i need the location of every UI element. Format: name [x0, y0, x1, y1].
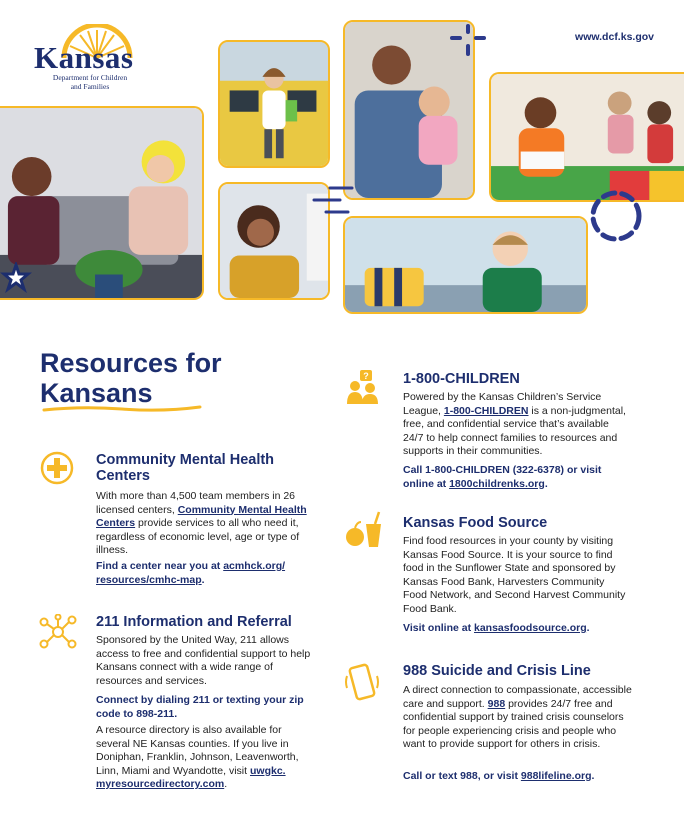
children-cta-text: Call 1-800-CHILDREN (322-6378) or visit online at — [403, 464, 602, 490]
food-cta-text: Visit online at — [403, 622, 474, 634]
children-site-link[interactable]: 1800childrenks.org — [449, 477, 545, 490]
crisis-body-text-end: provides 24/7 free and confidential support by trained crisis counselors for people experiencing crisis and people who want to provide support for others in crisis. — [403, 697, 624, 750]
crisis-site-link[interactable]: 988lifeline.org — [520, 770, 592, 782]
info211-directory — [96, 724, 311, 792]
website-url[interactable]: www.dcf.ks.gov — [575, 31, 654, 43]
cmhc-body-text: With more than 4,500 team members in 26 licensed centers, — [96, 490, 296, 516]
children-body — [403, 391, 628, 459]
info211-body: Sponsored by the United Way, 211 allows access to free and confidential support to help Kansans connect with a wide range of resources and services. — [96, 634, 311, 687]
children-body-text: Powered by the Kansas Children’s Service League, — [403, 391, 602, 417]
photo-girl-school-bus — [218, 40, 330, 168]
dashes-icon — [310, 182, 356, 220]
logo-subtitle-line2: and Families — [70, 82, 110, 91]
children-title: 1-800-CHILDREN — [403, 371, 520, 387]
children-body-text-end: is a non-judgmental, free, and confidential service that’s available 24/7 to help connect families to resources and supports in their communities. — [403, 404, 626, 457]
logo-subtitle-line1: Department for Children — [52, 73, 128, 82]
title-underline-squiggle — [42, 404, 202, 414]
phone-icon — [344, 662, 380, 702]
crisis-title: 988 Suicide and Crisis Line — [403, 663, 591, 679]
photo-classroom-boy-reading — [489, 72, 684, 202]
cmhc-cta — [96, 560, 296, 587]
help-desk-icon — [346, 370, 378, 406]
children-cta — [403, 464, 633, 491]
uwgkc-link[interactable]: uwgkc. myresourcedirectory.com — [96, 764, 286, 790]
cmhc-title-line2: Centers — [96, 468, 150, 484]
page-title-line2: Kansans — [40, 378, 153, 408]
food-body: Find food resources in your county by visiting Kansas Food Source. It is your source to find food in the Sunflower State and sponsored by Kansas Food Bank, Harvesters Community Food Network, and Second Harvest Community Food Bank. — [403, 535, 626, 615]
page-title — [40, 348, 222, 408]
crisis-body — [403, 684, 633, 752]
svg-text:?: ? — [363, 371, 369, 381]
food-title: Kansas Food Source — [403, 515, 548, 531]
info211-cta: Connect by dialing 211 or texting your zip code to 898-211. — [96, 694, 304, 720]
food-cta — [403, 622, 633, 636]
network-icon — [38, 614, 78, 650]
logo-wordmark: Kansas — [34, 40, 134, 75]
crisis-cta-text: Call or text 988, or visit — [403, 770, 521, 782]
sparkle-dash-icon — [448, 24, 488, 58]
food-cta-end: . — [586, 622, 590, 634]
photo-boy-lunch — [343, 216, 588, 314]
crisis-988-link[interactable]: 988 — [487, 697, 506, 710]
cmhc-body — [96, 490, 311, 558]
food-icon — [344, 510, 384, 550]
cmhc-title-line1: Community Mental Health — [96, 452, 275, 468]
children-cta-end: . — [544, 477, 548, 490]
food-site-link[interactable]: kansasfoodsource.org — [474, 622, 587, 634]
cmhc-link[interactable]: Community Mental Health Centers — [96, 503, 307, 529]
page-title-line1: Resources for — [40, 348, 222, 378]
plus-circle-icon — [40, 451, 74, 485]
cmhc-cta-text: Find a center near you at — [96, 560, 224, 572]
cmhc-body-text-end: provide services to all who need it, regardless of economic level, age or type of illness. — [96, 517, 300, 556]
dashed-circle-icon — [588, 188, 644, 244]
crisis-cta-end: . — [591, 770, 595, 782]
star-outline-icon — [0, 262, 32, 294]
info211-directory-text: A resource directory is also available for several NE Kansas counties. If you live in Doniphan, Franklin, Johnson, Leavenworth, Linn, Miami and Wyandotte, visit — [96, 724, 299, 777]
cmhc-cta-end: . — [201, 573, 205, 586]
cmhc-map-link[interactable]: acmhck.org/ resources/cmhc-map — [96, 560, 286, 586]
info211-directory-end: . — [224, 778, 228, 790]
crisis-body-text: A direct connection to compassionate, accessible care and support. — [403, 684, 632, 710]
children-link[interactable]: 1-800-CHILDREN — [443, 404, 529, 417]
cmhc-title — [96, 452, 316, 484]
logo-subtitle — [40, 73, 140, 91]
info211-title: 211 Information and Referral — [96, 614, 292, 630]
crisis-cta — [403, 770, 633, 784]
